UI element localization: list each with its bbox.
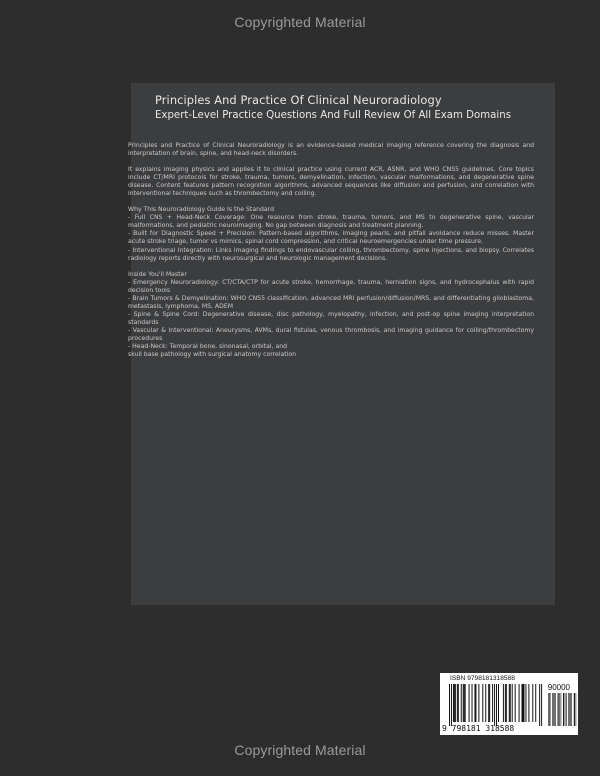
barcode-bar xyxy=(453,684,454,722)
barcode-bar xyxy=(519,684,520,722)
master-item: - Spine & Spine Cord: Degenerative disease, disc pathology, myelopathy, infection, and post-op spine imaging interpretation standards xyxy=(128,310,534,326)
master-heading: Inside You'll Master xyxy=(128,270,187,278)
barcode-bar xyxy=(488,684,489,722)
barcode-bar xyxy=(475,684,476,722)
barcode-bar xyxy=(478,684,479,722)
barcode-bar xyxy=(541,684,542,726)
barcode-bar xyxy=(454,684,455,722)
addon-bar xyxy=(558,693,559,726)
why-section xyxy=(128,206,534,262)
addon-bar xyxy=(555,693,556,726)
master-item-continued: skull base pathology with surgical anatomy correlation xyxy=(128,351,297,359)
addon-bar xyxy=(553,693,554,726)
addon-bar xyxy=(569,693,570,726)
addon-bar xyxy=(566,693,567,726)
addon-bar xyxy=(568,693,569,726)
addon-bar xyxy=(570,693,571,726)
barcode-bar xyxy=(455,684,456,722)
price-code: 90000 xyxy=(547,683,570,692)
description-panel xyxy=(128,83,555,605)
addon-bar xyxy=(559,693,560,726)
book-subtitle: Expert-Level Practice Questions And Full Review Of All Exam Domains xyxy=(155,110,512,121)
barcode-bar xyxy=(515,684,516,722)
addon-bar xyxy=(561,693,562,726)
addon-bar xyxy=(549,693,550,726)
barcode-bar xyxy=(528,684,529,722)
book-title: Principles And Practice Of Clinical Neuroradiology xyxy=(155,93,442,107)
why-item: - Full CNS + Head-Neck Coverage: One resource from stroke, trauma, tumors, and MS to degenerative spine, vascular malformations, and pediatric neuroimaging. No gap between diagnosis and treatment planning. xyxy=(128,214,534,230)
intro-paragraph-2: It explains imaging physics and applies it to clinical practice using current ACR, ASNR, and WHO CNS5 guidelines. Core topics include CT/MRI protocols for stroke, trauma, tumors, demyelination, infection, vascular malformations, and degenerative spine disease. Content features pattern recognition algorithms, advanced sequences like diffusion and perfusion, and correlation with interventional techniques such as thrombectomy and coiling. xyxy=(128,166,534,198)
barcode-bar xyxy=(506,684,507,722)
intro-paragraph-1: Principles and Practice of Clinical Neuroradiology is an evidence-based medical imaging reference covering the diagnosis and interpretation of brain, spine, and head-neck disorders. xyxy=(128,142,534,158)
barcode-bar xyxy=(489,684,490,722)
description-body xyxy=(128,142,534,367)
barcode-bar xyxy=(525,684,526,722)
barcode-bar xyxy=(523,684,524,722)
barcode-bar xyxy=(482,684,483,722)
barcode-bar xyxy=(523,684,524,722)
barcode-bar xyxy=(522,684,523,722)
barcode-bar xyxy=(485,684,486,722)
addon-bar xyxy=(563,693,564,726)
barcode-bar xyxy=(449,684,450,726)
addon-bar xyxy=(550,693,551,726)
addon-bar xyxy=(565,693,566,726)
addon-bar xyxy=(554,693,555,726)
barcode-bar xyxy=(458,684,459,722)
why-heading: Why This Neuroradiology Guide Is the Standard xyxy=(128,206,274,214)
barcode-bar xyxy=(474,684,475,722)
barcode-digits: 9 798181 318588 xyxy=(442,724,515,733)
barcode-bar xyxy=(463,684,464,722)
master-section xyxy=(128,271,534,360)
barcode-bar xyxy=(509,684,510,722)
addon-bar xyxy=(574,693,575,726)
barcode-bar xyxy=(512,684,513,722)
barcode-bar xyxy=(494,684,495,726)
why-item: - Interventional Integration: Links imaging findings to endovascular coiling, thrombectomy, spine injections, and biopsy. Correlates radiology reports directly with neurosurgical and neurologic management decisions. xyxy=(128,246,534,262)
barcode-bar xyxy=(503,684,504,722)
barcode-bar xyxy=(535,684,536,722)
addon-bar xyxy=(576,693,577,726)
barcode-bar xyxy=(461,684,462,722)
barcode-bar xyxy=(457,684,458,722)
barcode-bar xyxy=(496,684,497,726)
addon-bar xyxy=(558,693,559,726)
addon-bar xyxy=(564,693,565,726)
addon-bar xyxy=(548,693,549,726)
barcode-bar xyxy=(469,684,470,722)
barcode-bar xyxy=(464,684,465,722)
barcode-bar xyxy=(451,684,452,726)
master-item: - Head-Neck: Temporal bone, sinonasal, orbital, and xyxy=(128,343,288,351)
addon-bar xyxy=(574,693,575,726)
barcode-bar xyxy=(532,684,533,722)
barcode-bar xyxy=(465,684,466,722)
master-item: - Brain Tumors & Demyelination: WHO CNS5 classification, advanced MRI perfusion/diffusion/MRS, and differentiating glioblastoma, metastasis, lymphoma, MS, ADEM xyxy=(128,294,534,310)
copyright-watermark-top: Copyrighted Material xyxy=(234,14,366,30)
copyright-watermark-bottom: Copyrighted Material xyxy=(234,742,366,758)
master-item: - Vascular & Interventional: Aneurysms, AVMs, dural fistulas, venous thrombosis, and imaging guidance for coiling/thrombectomy procedures xyxy=(128,326,534,342)
barcode-bar xyxy=(472,684,473,722)
barcode-bar xyxy=(539,684,540,726)
barcode-bar xyxy=(505,684,506,722)
master-item: - Emergency Neuroradiology: CT/CTA/CTP for acute stroke, hemorrhage, trauma, herniation signs, and hydrocephalus with rapid decision tools xyxy=(128,278,534,294)
barcode-bar xyxy=(498,684,499,722)
addon-bar xyxy=(571,693,572,726)
barcode-bar xyxy=(492,684,493,722)
barcode-bar xyxy=(510,684,511,722)
isbn-barcode xyxy=(440,673,578,735)
addon-bar xyxy=(552,693,553,726)
why-item: - Built for Diagnostic Speed + Precision: Pattern-based algorithms, imaging pearls, and pitfall avoidance reduce misses. Master acute stroke triage, tumor vs mimics, spinal cord compression, and critical neuroemergencies under time pressure. xyxy=(128,230,534,246)
isbn-label: ISBN 9798181318588 xyxy=(450,675,515,682)
